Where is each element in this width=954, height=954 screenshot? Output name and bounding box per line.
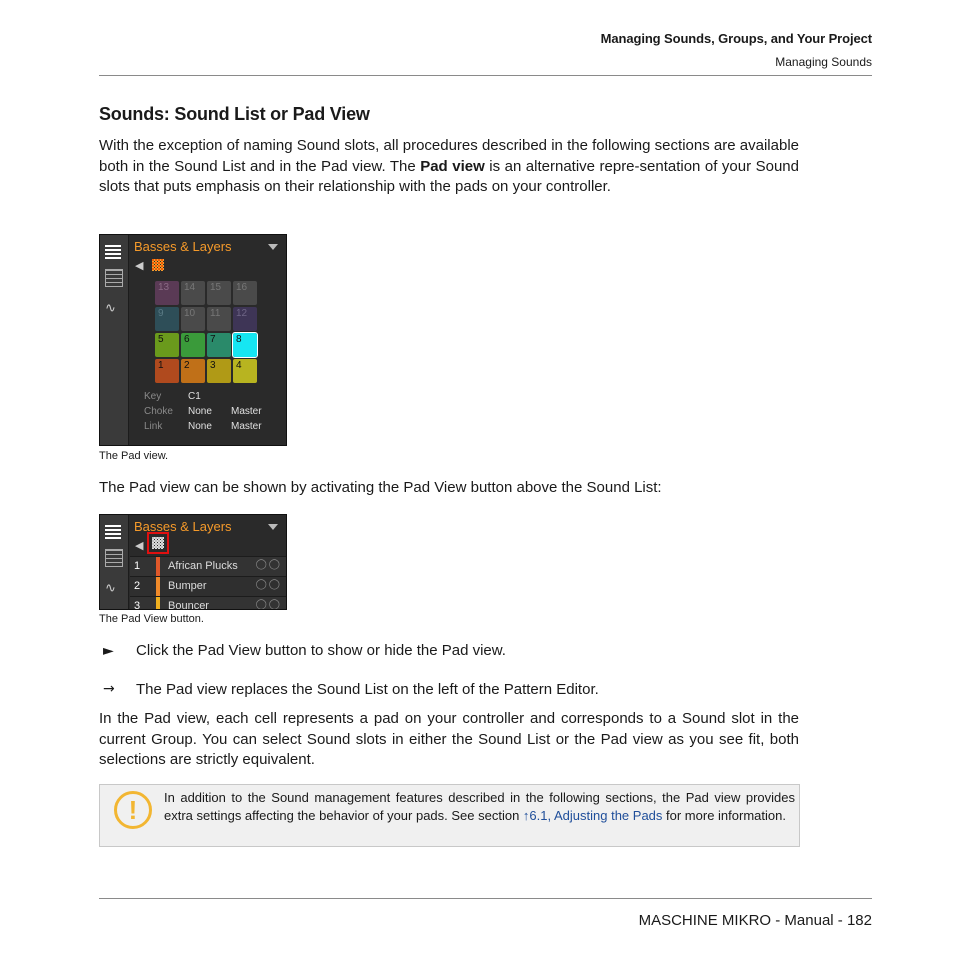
pad-view-button-icon[interactable] <box>152 259 164 271</box>
pad-number: 8 <box>236 334 242 345</box>
group-title[interactable]: Basses & Layers <box>134 519 232 534</box>
pad-number: 2 <box>184 360 190 371</box>
key-label: Key <box>144 391 162 402</box>
section-heading: Sounds: Sound List or Pad View <box>99 104 370 124</box>
pad-number: 16 <box>236 282 248 293</box>
slot-color-bar <box>156 557 160 576</box>
sound-list-item[interactable] <box>130 576 286 596</box>
pad-number: 7 <box>210 334 216 345</box>
list-icon[interactable] <box>105 525 121 541</box>
pad-cell[interactable] <box>233 281 257 305</box>
intro-paragraph: With the exception of naming Sound slots, all procedures described in the following sections are available both in the Sound List and in the Pad view. The Pad view is an alternative repre-sentation of your Sound slots that puts emphasis on their relationship with the pads on your controller. <box>99 137 799 195</box>
pad-cell[interactable] <box>207 359 231 383</box>
pad-cell[interactable] <box>207 281 231 305</box>
pad-view-paragraph: The Pad view can be shown by activating the Pad View button above the Sound List: <box>99 479 662 496</box>
pad-number: 9 <box>158 308 164 319</box>
pad-view-button-highlight[interactable] <box>147 532 169 554</box>
slot-color-bar <box>156 597 160 610</box>
pad-cell[interactable] <box>155 359 179 383</box>
waveform-icon[interactable]: ∿ <box>105 581 116 596</box>
result-arrow-icon: → <box>103 681 115 697</box>
dropdown-arrow-icon[interactable] <box>268 524 278 530</box>
pad-cell[interactable] <box>233 307 257 331</box>
step-text: Click the Pad View button to show or hide the Pad view. <box>136 642 506 659</box>
sound-name: African Plucks <box>168 560 238 572</box>
pad-number: 11 <box>210 308 221 319</box>
pad-cell[interactable] <box>181 281 205 305</box>
figure1-caption: The Pad view. <box>99 450 169 462</box>
pad-number: 12 <box>236 308 248 319</box>
pad-cell[interactable] <box>155 307 179 331</box>
slot-number: 3 <box>134 600 141 610</box>
choke-label: Choke <box>144 406 173 417</box>
sidebar <box>100 515 129 609</box>
dropdown-arrow-icon[interactable] <box>268 244 278 250</box>
group-title[interactable]: Basses & Layers <box>134 239 232 254</box>
pad-number: 15 <box>210 282 222 293</box>
pad-cell[interactable] <box>155 333 179 357</box>
header-subtitle: Managing Sounds <box>775 55 872 69</box>
result-text: The Pad view replaces the Sound List on the left of the Pattern Editor. <box>136 681 599 698</box>
pad-cell[interactable] <box>233 333 257 357</box>
pad-number: 10 <box>184 308 196 319</box>
header-title: Managing Sounds, Groups, and Your Project <box>600 31 872 46</box>
mute-solo-icons[interactable]: ◯◯ <box>255 599 282 610</box>
bullet-arrow-icon: ► <box>103 643 114 659</box>
mute-solo-icons[interactable]: ◯◯ <box>255 559 282 570</box>
key-value[interactable]: C1 <box>188 391 201 402</box>
pad-number: 6 <box>184 334 190 345</box>
pad-cell[interactable] <box>207 307 231 331</box>
pad-view-button-screenshot <box>99 514 287 610</box>
pad-number: 1 <box>158 360 164 371</box>
pad-number: 3 <box>210 360 216 371</box>
footer-divider <box>99 898 872 899</box>
link-group[interactable]: Master <box>231 421 262 432</box>
pad-cell[interactable] <box>155 281 179 305</box>
figure2-caption: The Pad View button. <box>99 613 204 625</box>
list-icon[interactable] <box>105 245 121 261</box>
keyboard-icon[interactable] <box>105 549 123 567</box>
sound-name: Bouncer <box>168 600 209 610</box>
pad-cell[interactable] <box>181 307 205 331</box>
warning-icon: ! <box>114 791 152 829</box>
pad-grid-icon[interactable] <box>152 537 164 549</box>
speaker-icon[interactable]: ◀ <box>135 539 144 552</box>
pad-cell[interactable] <box>233 359 257 383</box>
pad-number: 14 <box>184 282 196 293</box>
pad-number: 5 <box>158 334 164 345</box>
slot-color-bar <box>156 577 160 596</box>
section-link[interactable]: ↑6.1, Adjusting the Pads <box>522 807 663 823</box>
slot-number: 1 <box>134 560 141 572</box>
speaker-icon[interactable]: ◀ <box>135 259 144 272</box>
waveform-icon[interactable]: ∿ <box>105 301 116 316</box>
link-value[interactable]: None <box>188 421 212 432</box>
note-text: In addition to the Sound management features described in the following sections, the Pad view provides extra settings affecting the behavior of your pads. See section ↑6.1, Adjusting the Pads for more information. <box>164 790 795 823</box>
sound-list-item[interactable] <box>130 556 286 576</box>
pad-cell[interactable] <box>207 333 231 357</box>
sidebar <box>100 235 129 445</box>
pad-number: 13 <box>158 282 170 293</box>
pad-view-term: Pad view <box>420 157 485 175</box>
choke-group[interactable]: Master <box>231 406 262 417</box>
sound-list-item[interactable] <box>130 596 286 610</box>
pad-cell[interactable] <box>181 333 205 357</box>
keyboard-icon[interactable] <box>105 269 123 287</box>
pad-number: 4 <box>236 360 242 371</box>
explanation-paragraph: In the Pad view, each cell represents a pad on your controller and corresponds to a Sound slot in the current Group. You can select Sound slots in either the Sound List or the Pad view as you see fit, both selections are strictly equivalent. <box>99 710 799 768</box>
mute-solo-icons[interactable]: ◯◯ <box>255 579 282 590</box>
slot-number: 2 <box>134 580 141 592</box>
sound-name: Bumper <box>168 580 207 592</box>
link-label: Link <box>144 421 163 432</box>
choke-value[interactable]: None <box>188 406 212 417</box>
note-box <box>99 784 800 847</box>
pad-view-screenshot <box>99 234 287 446</box>
pad-cell[interactable] <box>181 359 205 383</box>
footer-text: MASCHINE MIKRO - Manual - 182 <box>638 912 872 929</box>
header-divider <box>99 75 872 76</box>
